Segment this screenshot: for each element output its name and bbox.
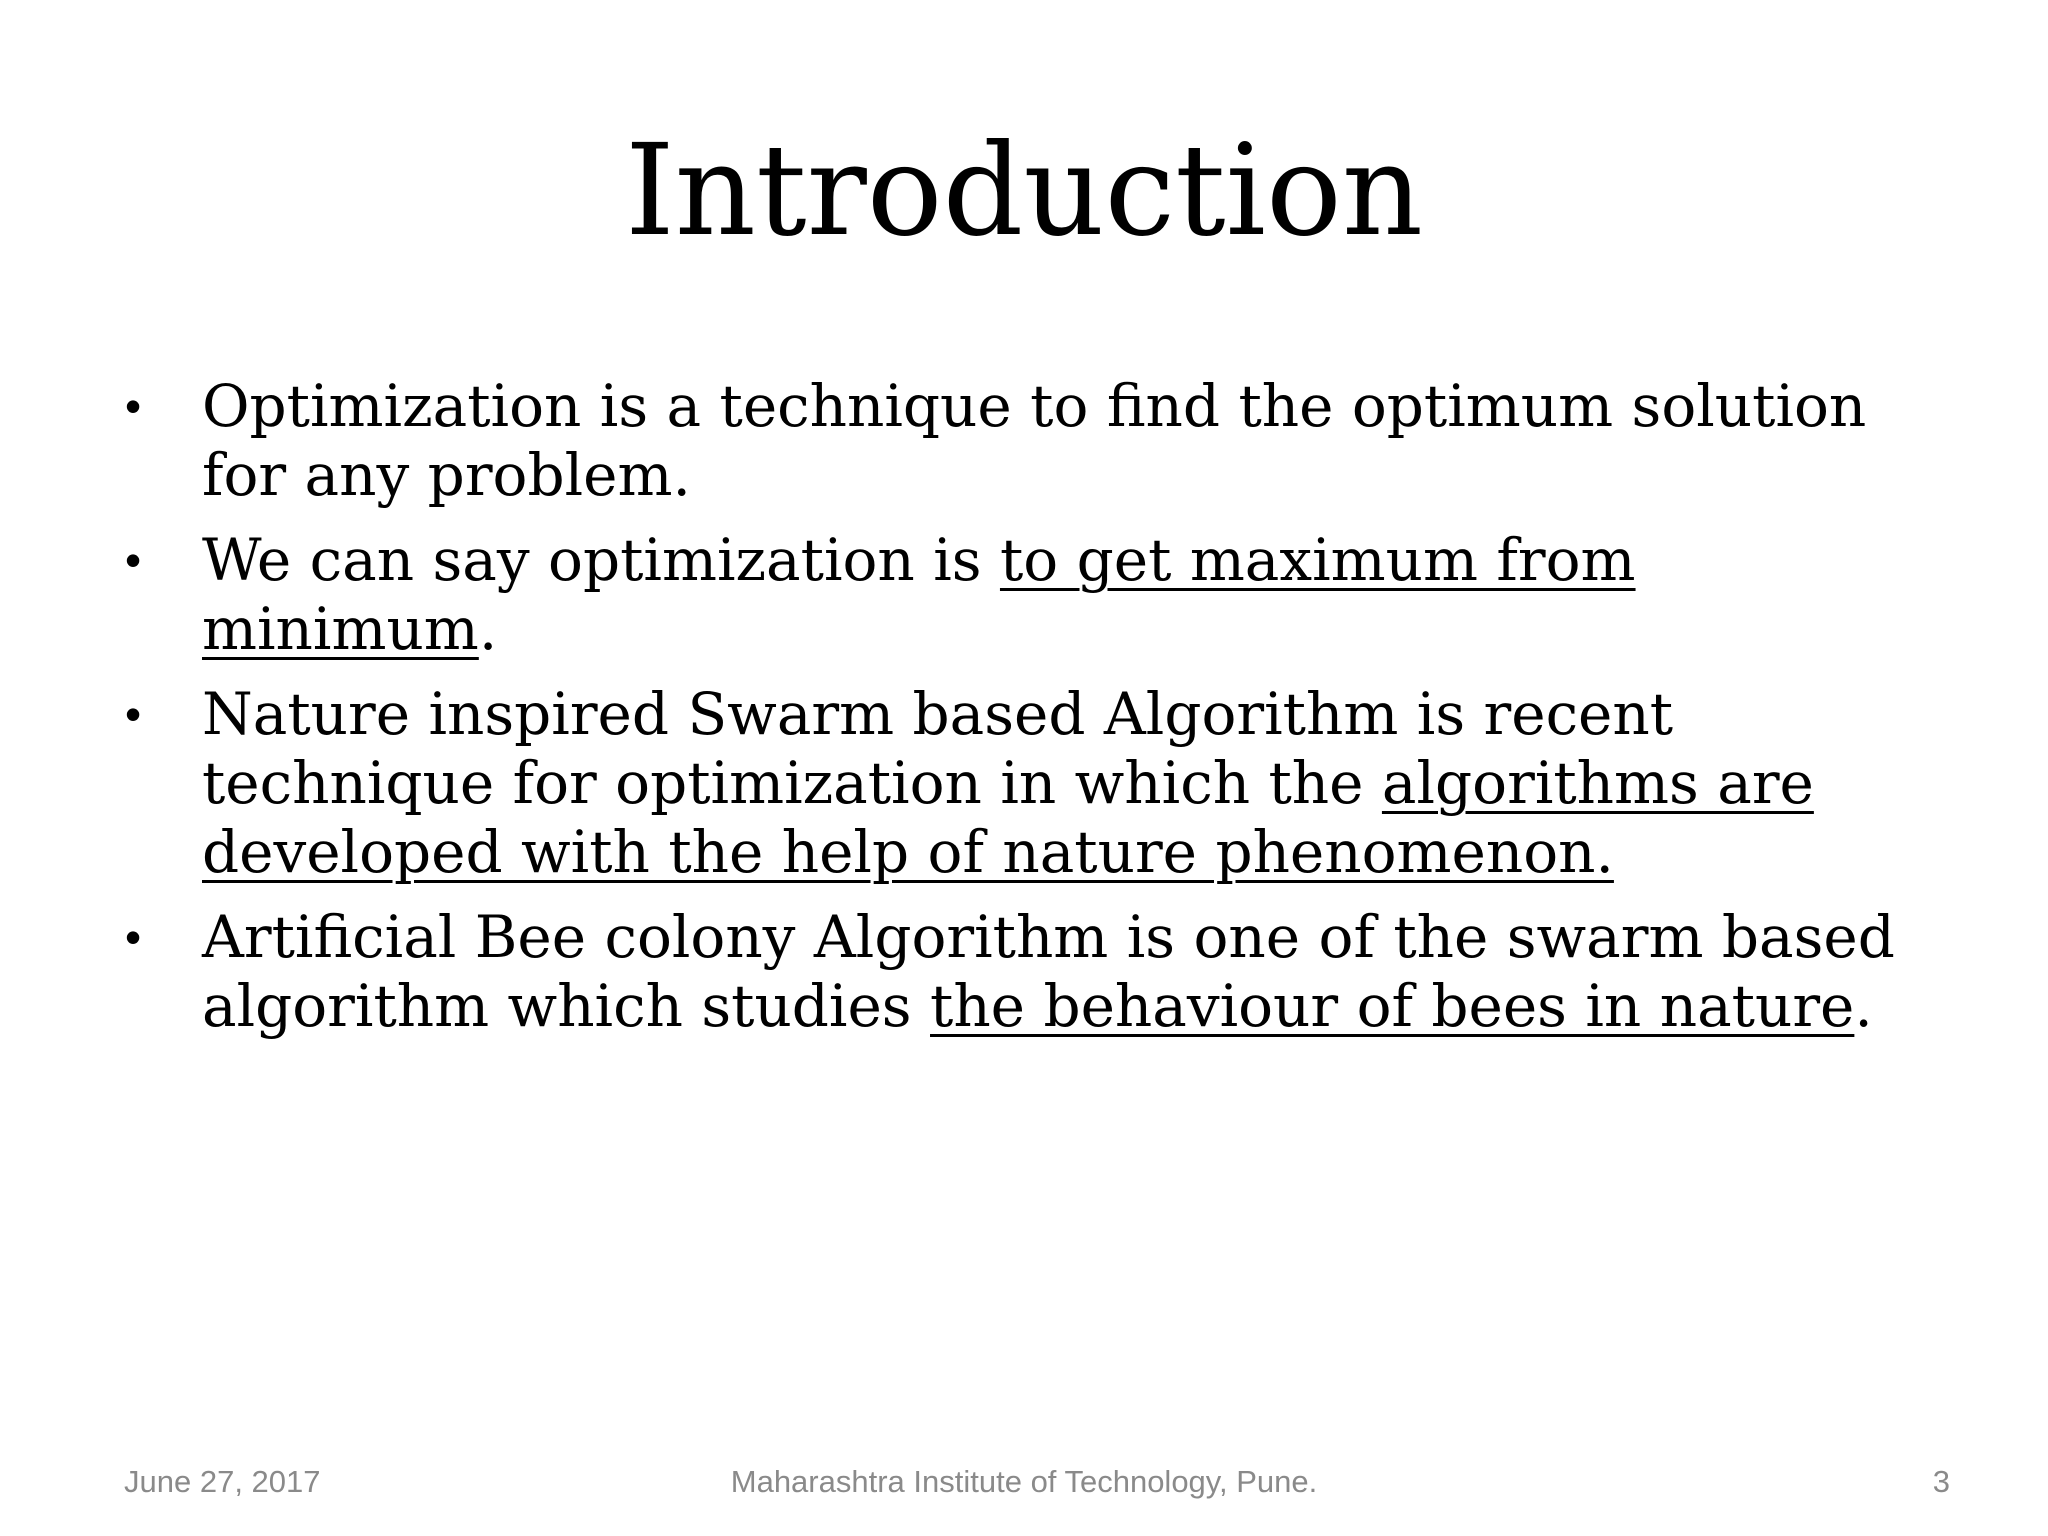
bullet-icon: • [125,380,142,432]
underlined-phrase: the behaviour of bees in nature [930,972,1855,1040]
footer-date: June 27, 2017 [124,1464,321,1499]
bullet-item [120,372,1940,510]
bullet-text: Nature inspired Swarm based Algorithm is recent technique for optimization in which the [202,680,1674,817]
footer-institute: Maharashtra Institute of Technology, Pune. [730,1464,1318,1499]
slide-title: Introduction [625,117,1423,264]
bullet-text: We can say optimization is [202,526,1000,594]
underlined-phrase: to get maximum from minimum [202,526,1636,663]
bullet-icon: • [125,911,142,963]
bullet-icon: • [125,688,142,740]
bullet-item [120,526,1940,664]
bullet-text: Optimization is a technique to find the optimum solution for any problem. [202,372,1867,509]
bullet-text: . [478,595,498,663]
bullet-list [120,372,1940,1057]
underlined-phrase: algorithms are developed with the help of nature phenomenon. [202,749,1814,886]
bullet-item [120,903,1940,1041]
bullet-item [120,680,1940,887]
bullet-icon: • [125,534,142,586]
bullet-text: . [1854,972,1873,1040]
bullet-text: Artificial Bee colony Algorithm is one of the swarm based algorithm which studies [202,903,1895,1040]
footer-page-number: 3 [1932,1464,1950,1499]
